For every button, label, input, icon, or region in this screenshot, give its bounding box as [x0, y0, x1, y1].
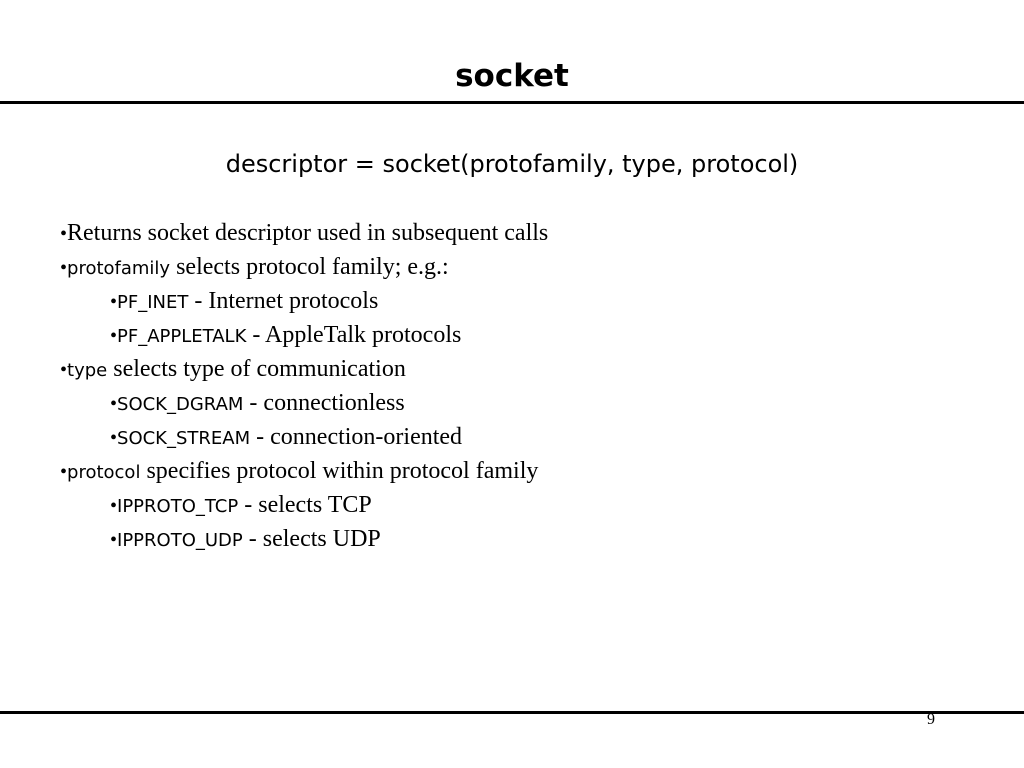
bullet-code: protocol [67, 462, 141, 483]
bullet-text: selects type of communication [107, 356, 406, 382]
sub-bullet-item [60, 318, 548, 352]
bullet-code: SOCK_DGRAM [117, 394, 244, 415]
bullet-marker: • [60, 359, 68, 381]
bullet-text: specifies protocol within protocol family [140, 458, 539, 484]
bullet-marker: • [60, 461, 68, 483]
bullet-text: selects protocol family; e.g.: [170, 254, 449, 280]
bullet-list [60, 216, 548, 556]
bullet-code: PF_INET [117, 292, 189, 313]
bullet-item [60, 216, 548, 250]
sub-bullet-item [60, 284, 548, 318]
bullet-code: type [67, 360, 108, 381]
bullet-text: - AppleTalk protocols [246, 322, 462, 348]
bullet-marker: • [60, 223, 68, 245]
bullet-code: IPPROTO_UDP [117, 530, 243, 551]
sub-bullet-item [60, 420, 548, 454]
bullet-marker: • [110, 291, 118, 313]
bullet-text: - connection-oriented [250, 424, 463, 450]
title-divider [0, 101, 1024, 104]
bullet-marker: • [110, 529, 118, 551]
bullet-marker: • [110, 325, 118, 347]
bullet-text: Returns socket descriptor used in subsequent calls [67, 220, 549, 246]
bullet-code: protofamily [67, 258, 171, 279]
slide-title: socket [455, 58, 569, 94]
bullet-text: - selects TCP [238, 492, 372, 518]
bullet-marker: • [110, 495, 118, 517]
bullet-item [60, 352, 548, 386]
page-number: 9 [927, 711, 935, 728]
footer-divider [0, 711, 1024, 714]
bullet-marker: • [60, 257, 68, 279]
bullet-text: - Internet protocols [188, 288, 379, 314]
function-signature: descriptor = socket(protofamily, type, protocol) [225, 150, 799, 178]
bullet-marker: • [110, 427, 118, 449]
bullet-item [60, 454, 548, 488]
bullet-marker: • [110, 393, 118, 415]
sub-bullet-item [60, 522, 548, 556]
sub-bullet-item [60, 488, 548, 522]
bullet-code: PF_APPLETALK [117, 326, 247, 347]
bullet-text: - selects UDP [242, 526, 381, 552]
sub-bullet-item [60, 386, 548, 420]
bullet-text: - connectionless [243, 390, 405, 416]
bullet-code: SOCK_STREAM [117, 428, 251, 449]
bullet-code: IPPROTO_TCP [117, 496, 239, 517]
bullet-item [60, 250, 548, 284]
